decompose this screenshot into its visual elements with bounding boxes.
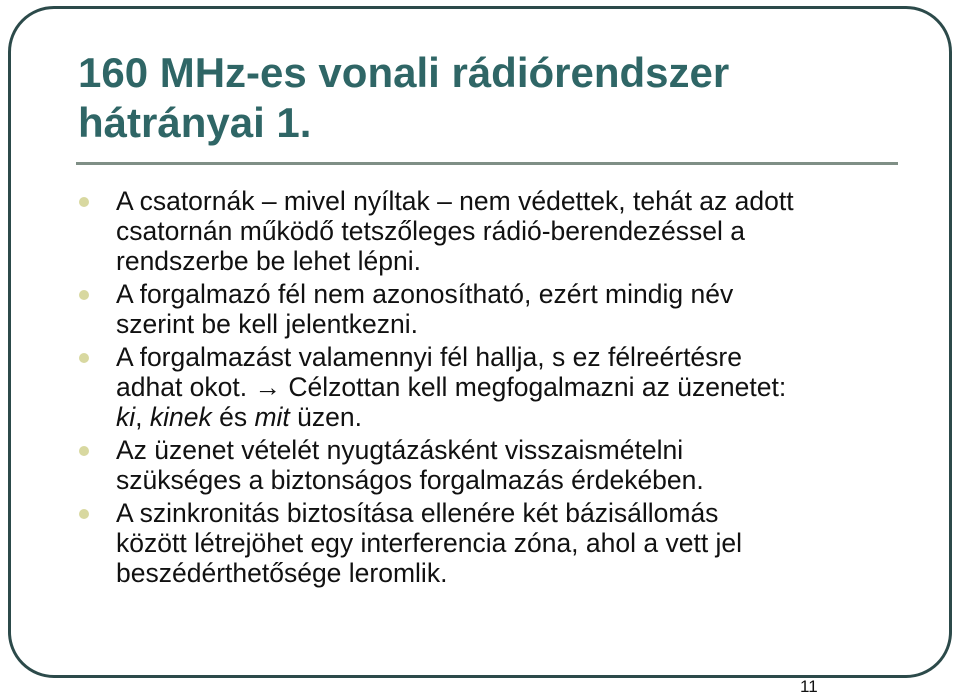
bullet-line: A forgalmazó fél nem azonosítható, ezért mindig név: [116, 279, 734, 309]
bullet-line: között létrejöhet egy interferencia zóna, ahol a vett jel: [116, 528, 743, 558]
slide-title: [78, 48, 898, 148]
bullet-line: adhat okot. → Célzottan kell megfogalmazni az üzenetet:: [116, 372, 787, 402]
bullet-line: A csatornák – mivel nyíltak – nem védettek, tehát az adott: [116, 186, 794, 216]
title-divider: [76, 162, 898, 165]
page-number: 11: [800, 677, 818, 696]
title-line-1: 160 MHz-es vonali rádiórendszer: [78, 49, 730, 96]
bullet-line: szerint be kell jelentkezni.: [116, 309, 418, 339]
bullet-item-4: [78, 435, 908, 495]
bullet-dot-icon: [79, 446, 89, 456]
bullet-dot-icon: [79, 353, 89, 363]
bullet-line-mixed: [116, 402, 908, 432]
bullet-item-5: [78, 498, 908, 588]
bullet-item-1: [78, 186, 908, 276]
bullet-line: csatornán működő tetszőleges rádió-berendezéssel a: [116, 216, 746, 246]
bullet-line: A szinkronitás biztosítása ellenére két bázisállomás: [116, 498, 719, 528]
bullet-list: [78, 186, 908, 591]
bullet-dot-icon: [79, 290, 89, 300]
bullet-item-3: [78, 342, 908, 432]
bullet-item-2: [78, 279, 908, 339]
bullet-line: rendszerbe be lehet lépni.: [116, 246, 421, 276]
tail-text: üzen.: [289, 402, 362, 432]
emphasis-ki: ki: [116, 402, 136, 432]
emphasis-mit: mit: [254, 402, 290, 432]
bullet-line: A forgalmazást valamennyi fél hallja, s ez félreértésre: [116, 342, 742, 372]
bullet-dot-icon: [79, 197, 89, 207]
connector-text: és: [211, 402, 255, 432]
title-line-2: hátrányai 1.: [78, 99, 312, 146]
bullet-line: beszédérthetősége leromlik.: [116, 558, 448, 588]
bullet-line: szükséges a biztonságos forgalmazás érdekében.: [116, 465, 704, 495]
bullet-line: Az üzenet vételét nyugtázásként visszaismételni: [116, 435, 684, 465]
emphasis-kinek: kinek: [149, 402, 212, 432]
separator-text: ,: [135, 402, 150, 432]
bullet-dot-icon: [79, 509, 89, 519]
